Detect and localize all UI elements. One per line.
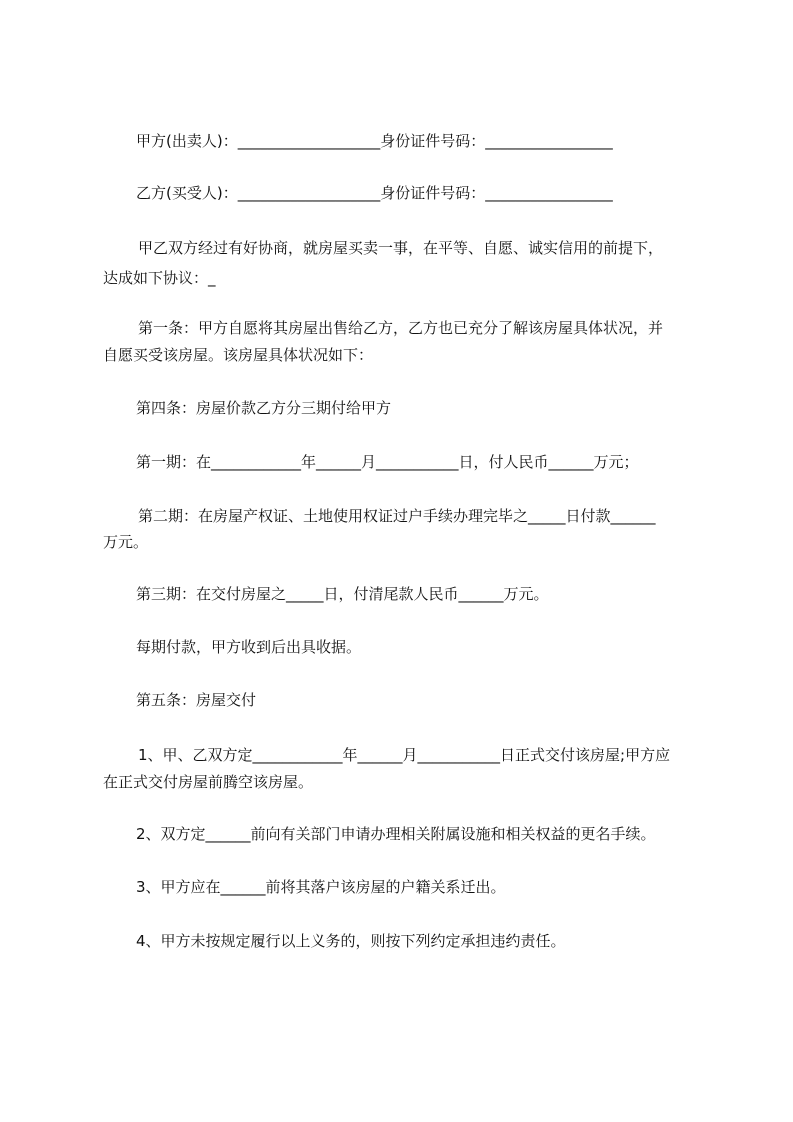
party-b-line: 乙方(买受人)：___________________身份证件号码：_________________ xyxy=(136,184,613,202)
payment-phase-1: 第一期：在____________年______月___________日，付人民币______万元； xyxy=(136,453,639,471)
payment-phase-2-line-1: 第二期：在房屋产权证、土地使用权证过户手续办理完毕之_____日付款______ xyxy=(138,507,656,525)
payment-phase-2-line-2: 万元。 xyxy=(103,533,149,551)
article-5-title: 第五条：房屋交付 xyxy=(136,691,257,709)
receipt-note: 每期付款，甲方收到后出具收据。 xyxy=(136,638,362,656)
article-1-line-1: 第一条：甲方自愿将其房屋出售给乙方，乙方也已充分了解该房屋具体状况，并 xyxy=(138,319,664,337)
delivery-item-2: 2、双方定______前向有关部门申请办理相关附属设施和相关权益的更名手续。 xyxy=(136,825,656,843)
delivery-item-3: 3、甲方应在______前将其落户该房屋的户籍关系迁出。 xyxy=(136,878,506,896)
intro-paragraph-line-1: 甲乙双方经过有好协商，就房屋买卖一事，在平等、自愿、诚实信用的前提下， xyxy=(138,239,664,257)
party-a-line: 甲方(出卖人)：___________________身份证件号码：_________________ xyxy=(136,132,613,150)
article-1-line-2: 自愿买受该房屋。该房屋具体状况如下： xyxy=(103,346,374,364)
intro-paragraph-line-2: 达成如下协议：_ xyxy=(103,269,216,287)
article-4-title: 第四条：房屋价款乙方分三期付给甲方 xyxy=(136,399,392,417)
payment-phase-3: 第三期：在交付房屋之_____日，付清尾款人民币______万元。 xyxy=(136,585,549,603)
delivery-item-1-line-1: 1、甲、乙双方定____________年______月___________日正式交付该房屋;甲方应 xyxy=(138,746,671,764)
delivery-item-1-line-2: 在正式交付房屋前腾空该房屋。 xyxy=(103,773,314,791)
delivery-item-4: 4、甲方未按规定履行以上义务的，则按下列约定承担违约责任。 xyxy=(136,932,566,950)
